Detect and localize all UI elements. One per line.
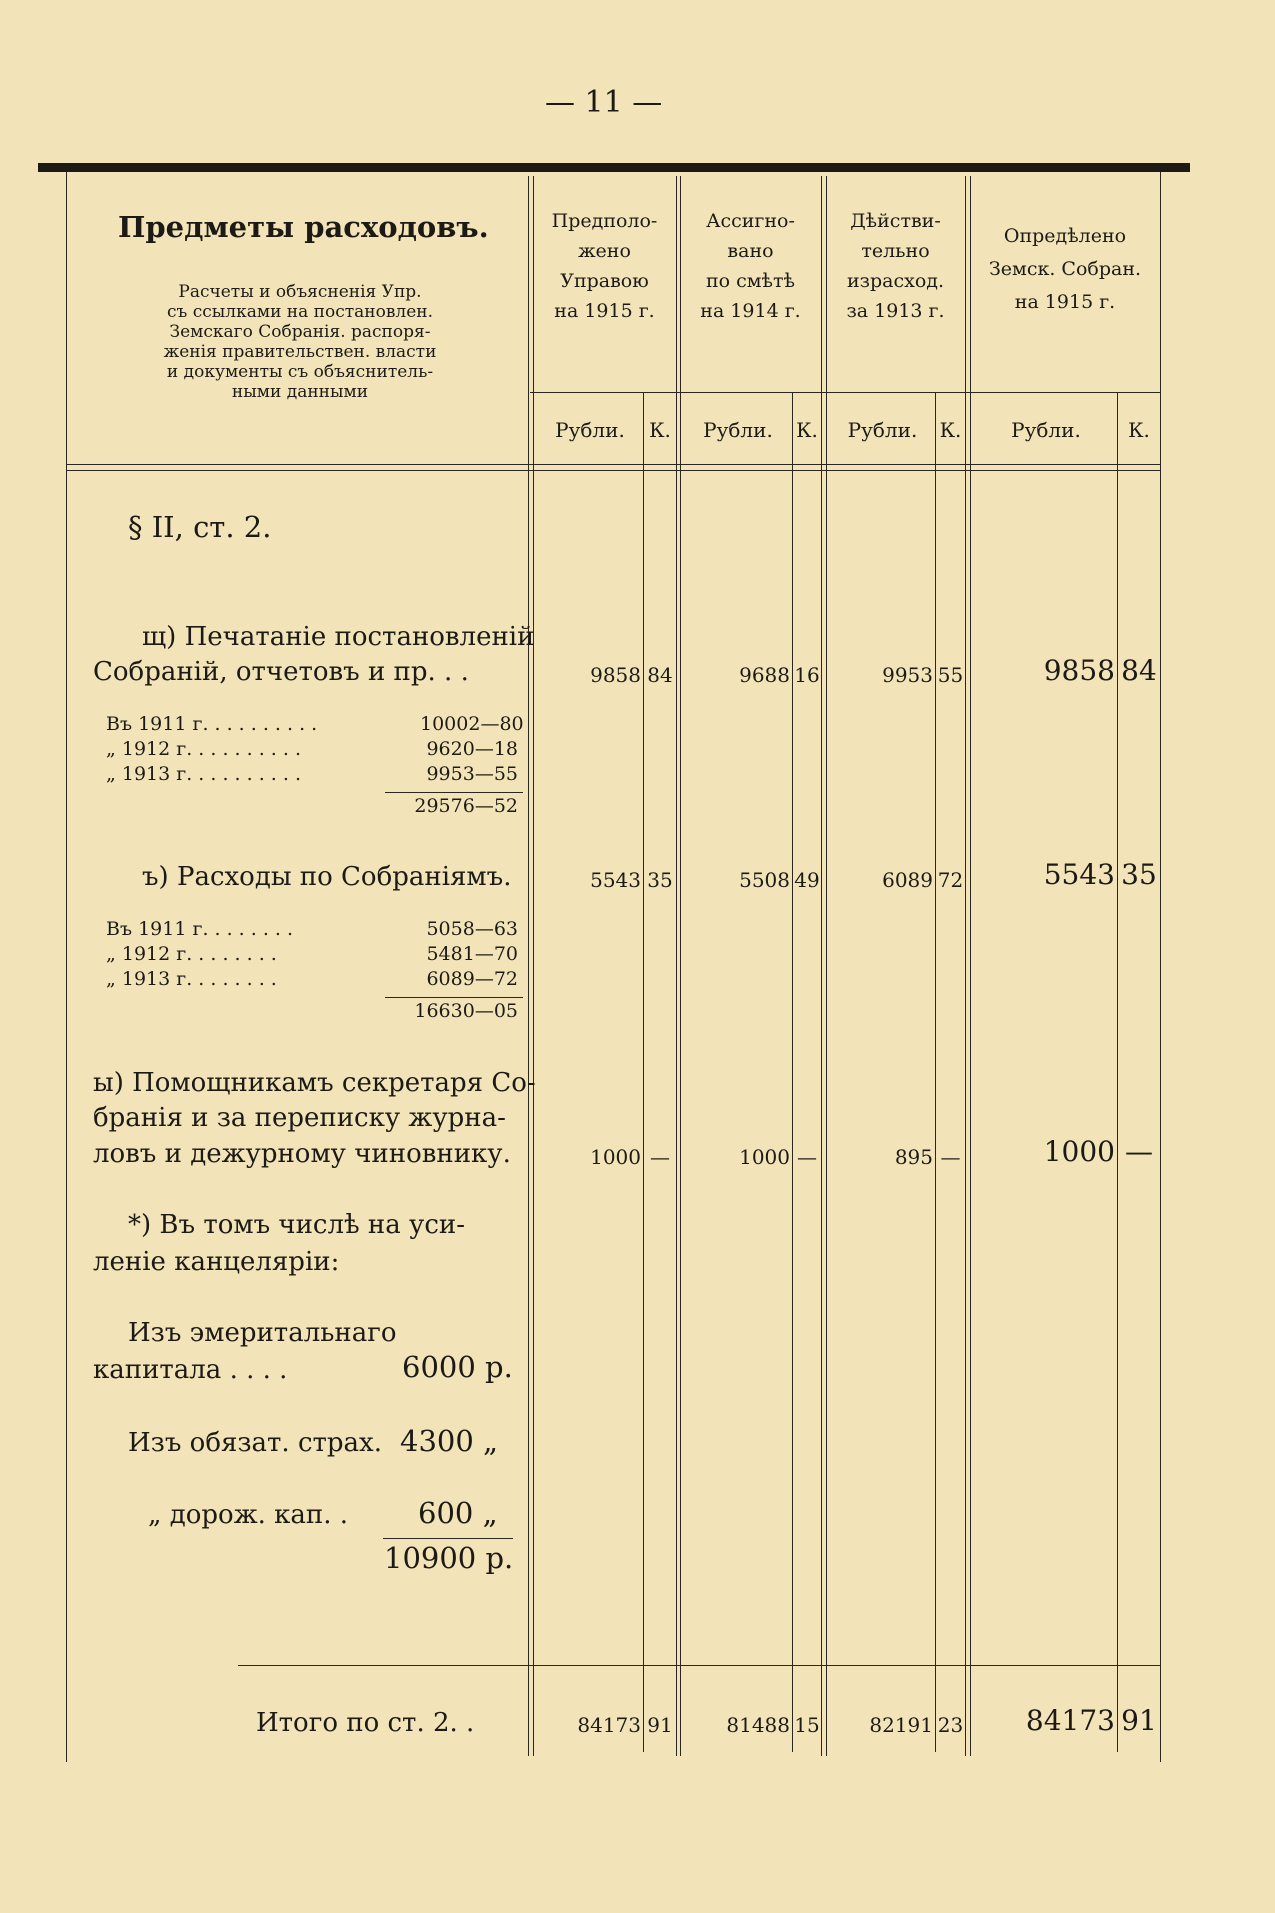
item-3-determined-rub: 1000 (1043, 1135, 1115, 1168)
kop-sep-1 (643, 392, 644, 1752)
item-1-determined-kop: 84 (1121, 654, 1157, 687)
itogo-proposed-rub: 84173 (577, 1713, 641, 1737)
item-2-history-label: Въ 1911 г. . . . . . . . (106, 918, 294, 940)
kop-sep-4 (1117, 392, 1118, 1752)
item-2-history-label: „ 1913 г. . . . . . . . (106, 968, 277, 990)
hdr-line: жено (578, 240, 631, 262)
item-1-determined-rub: 9858 (1043, 654, 1115, 687)
item-2-history-value: 5481—70 (426, 943, 518, 965)
frame-right (1160, 172, 1161, 1762)
item-3-proposed-rub: 1000 (590, 1145, 641, 1169)
item-1-history-label: „ 1913 г. . . . . . . . . . (106, 763, 301, 785)
kop-sep-2 (792, 392, 793, 1752)
item-3-line-3: ловъ и дежурному чиновнику. (93, 1139, 511, 1169)
item-2-actual-kop: 72 (937, 868, 964, 892)
desc-line: Земскаго Собранія. распоря- (169, 322, 431, 342)
item-2-history-label: „ 1912 г. . . . . . . . (106, 943, 277, 965)
item-2-history-total: 16630—05 (414, 1000, 518, 1022)
footnote-row-3-label: „ дорож. кап. . (148, 1500, 349, 1530)
col-sep-4 (965, 176, 966, 1756)
hdr-line: тельно (861, 240, 930, 262)
itogo-assigned-kop: 15 (794, 1713, 820, 1737)
kop-label: К. (939, 418, 962, 442)
header-bottom-rule-1 (66, 464, 1160, 465)
desc-line: съ ссылками на постановлен. (166, 302, 434, 322)
itogo-actual-rub: 82191 (869, 1713, 933, 1737)
itogo-assigned-rub: 81488 (726, 1713, 790, 1737)
hdr-line: Дѣйстви- (850, 210, 941, 232)
rubli-label: Рубли. (703, 418, 773, 442)
item-3-determined-kop: — (1125, 1135, 1153, 1168)
itogo-determined-kop: 91 (1121, 1704, 1157, 1737)
footnote-line-2: леніе канцеляріи: (93, 1247, 340, 1277)
item-2-sum-rule (385, 997, 523, 998)
footnote-line-1: *) Въ томъ числѣ на уси- (128, 1210, 465, 1240)
hdr-line: Ассигно- (706, 210, 795, 232)
header-bottom-rule-2 (66, 470, 1160, 471)
kop-label: К. (649, 418, 671, 442)
item-3-assigned-rub: 1000 (739, 1145, 790, 1169)
item-3-actual-kop: — (940, 1145, 961, 1169)
header-description (80, 282, 520, 402)
col-sep-2 (676, 176, 677, 1756)
desc-line: ными данными (231, 382, 369, 402)
item-1-history-label: Въ 1911 г. . . . . . . . . . (106, 713, 318, 735)
hdr-line: Земск. Собран. (988, 258, 1142, 280)
itogo-actual-kop: 23 (937, 1713, 964, 1737)
kop-label: К. (796, 418, 818, 442)
item-3-line-2: бранія и за переписку журна- (93, 1103, 506, 1133)
item-3-actual-rub: 895 (894, 1145, 933, 1169)
itogo-rule (238, 1665, 1160, 1666)
kop-label: К. (1128, 418, 1150, 442)
item-1-proposed-kop: 84 (647, 663, 673, 687)
item-2-assigned-kop: 49 (794, 868, 820, 892)
itogo-proposed-kop: 91 (647, 1713, 673, 1737)
header-col-proposed (533, 206, 676, 326)
item-3-line-1: ы) Помощникамъ секретаря Со- (93, 1068, 536, 1098)
item-1-actual-kop: 55 (937, 663, 964, 687)
desc-line: и документы съ объяснитель- (166, 362, 434, 382)
item-2-history-value: 5058—63 (426, 918, 518, 940)
col-sep-2b (680, 176, 681, 1756)
hdr-line: израсход. (846, 270, 945, 292)
hdr-line: Опредѣлено (1003, 225, 1127, 247)
item-2-line-1: ъ) Расходы по Собраніямъ. (142, 862, 512, 892)
item-2-determined-rub: 5543 (1043, 858, 1115, 891)
hdr-line: Управою (560, 270, 649, 292)
item-2-history-value: 6089—72 (426, 968, 518, 990)
rubli-label: Рубли. (847, 418, 918, 442)
item-1-sum-rule (385, 792, 523, 793)
hdr-line: Предполо- (551, 210, 658, 232)
rubli-label: Рубли. (555, 418, 625, 442)
desc-line: Расчеты и объясненія Упр. (178, 282, 422, 302)
col-sep-4b (970, 176, 971, 1756)
footnote-row-2-value: 4300 „ (400, 1424, 499, 1458)
item-1-line-1: щ) Печатаніе постановленій (142, 622, 535, 652)
col-sep-3b (826, 176, 827, 1756)
item-1-history-value: 9953—55 (426, 763, 518, 785)
col-sep-3 (821, 176, 822, 1756)
item-1-proposed-rub: 9858 (590, 663, 641, 687)
hdr-line: за 1913 г. (846, 300, 945, 322)
footnote-row-1-label: Изъ эмеритальнаго (128, 1318, 397, 1348)
rubli-label: Рубли. (1011, 418, 1081, 442)
header-col-determined (970, 220, 1160, 319)
item-1-history-value: 9620—18 (426, 738, 518, 760)
item-3-proposed-kop: — (650, 1145, 670, 1169)
item-2-actual-rub: 6089 (882, 868, 933, 892)
header-col-assigned (680, 206, 821, 326)
item-2-determined-kop: 35 (1121, 858, 1157, 891)
item-1-history-total: 29576—52 (414, 795, 518, 817)
header-sub-rule (530, 392, 1160, 393)
footnote-row-1-value: 6000 р. (402, 1350, 513, 1384)
footnote-row-3-value: 600 „ (418, 1496, 498, 1530)
footnote-row-1-label: капитала . . . . (93, 1355, 288, 1385)
top-rule (38, 163, 1190, 172)
item-1-history-label: „ 1912 г. . . . . . . . . . (106, 738, 301, 760)
kop-sep-3 (935, 392, 936, 1752)
col-sep-1b (533, 176, 534, 1756)
item-1-assigned-kop: 16 (794, 663, 820, 687)
itogo-determined-rub: 84173 (1025, 1704, 1115, 1737)
footnote-row-2-label: Изъ обязат. страх. (128, 1428, 382, 1458)
itogo-label: Итого по ст. 2. . (256, 1708, 475, 1738)
frame-left (66, 172, 67, 1762)
item-1-line-2: Собраній, отчетовъ и пр. . . (93, 657, 469, 687)
hdr-line: на 1915 г. (1014, 291, 1116, 313)
footnote-sum-rule (383, 1538, 513, 1539)
page-number: — 11 — (545, 85, 663, 120)
footnote-total: 10900 р. (384, 1541, 514, 1575)
item-1-actual-rub: 9953 (882, 663, 933, 687)
hdr-line: на 1914 г. (700, 300, 801, 322)
item-2-assigned-rub: 5508 (739, 868, 790, 892)
hdr-line: на 1915 г. (554, 300, 655, 322)
section-title: § II, ст. 2. (128, 510, 272, 544)
header-title: Предметы расходовъ. (118, 210, 489, 244)
desc-line: женія правительствен. власти (163, 342, 437, 362)
item-1-assigned-rub: 9688 (739, 663, 790, 687)
item-2-proposed-kop: 35 (647, 868, 673, 892)
item-1-history-value: 10002—80 (420, 713, 524, 735)
item-2-proposed-rub: 5543 (590, 868, 641, 892)
header-col-actual (826, 206, 965, 326)
item-3-assigned-kop: — (797, 1145, 817, 1169)
col-sep-1 (528, 176, 529, 1756)
hdr-line: вано (727, 240, 774, 262)
hdr-line: по смѣтѣ (706, 270, 795, 292)
